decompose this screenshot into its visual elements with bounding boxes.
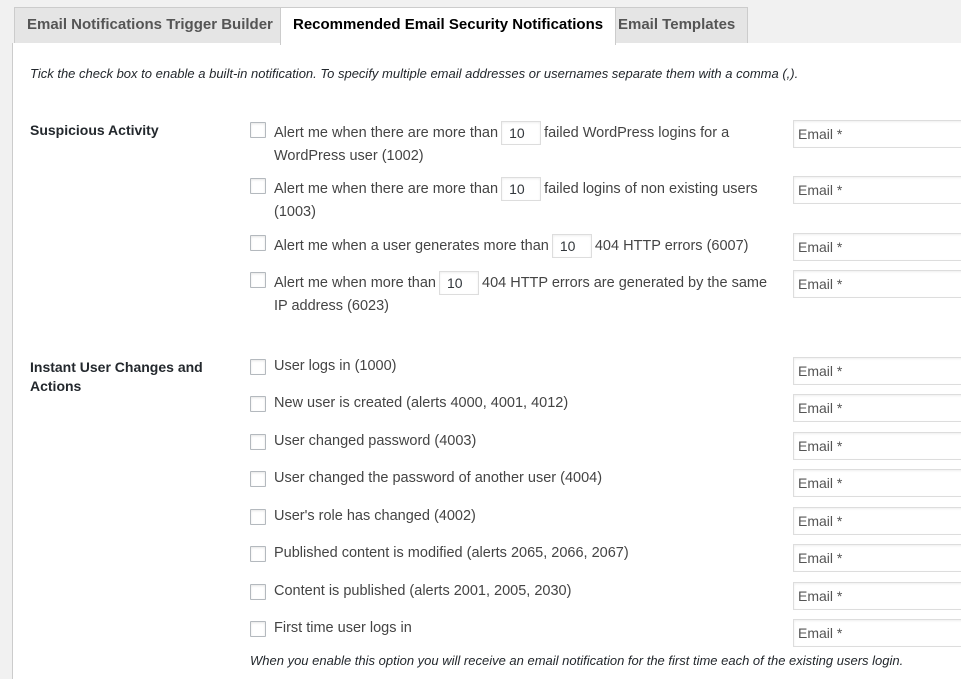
email-input-1000[interactable] xyxy=(793,357,961,385)
intro-text: Tick the check box to enable a built-in notification. To specify multiple email addresses or usernames separate them with a comma (,). xyxy=(30,66,799,81)
label-changed-another-password: User changed the password of another user (4004) xyxy=(274,470,603,486)
label-first-time-login: First time user logs in xyxy=(274,620,412,636)
email-input-6007[interactable] xyxy=(793,233,961,261)
tab-recommended-security[interactable]: Recommended Email Security Notifications xyxy=(280,7,616,45)
checkbox-4004[interactable] xyxy=(250,471,266,487)
email-input-2001[interactable] xyxy=(793,582,961,610)
email-input-4003[interactable] xyxy=(793,432,961,460)
section-title-suspicious-activity: Suspicious Activity xyxy=(30,122,159,138)
checkbox-4000[interactable] xyxy=(250,396,266,412)
threshold-input-6023[interactable] xyxy=(439,271,479,295)
checkbox-2065[interactable] xyxy=(250,546,266,562)
label-after: 404 HTTP errors are generated by the same IP address (6023) xyxy=(274,274,768,314)
email-input-6023[interactable] xyxy=(793,270,961,298)
email-input-4000[interactable] xyxy=(793,394,961,422)
checkbox-2001[interactable] xyxy=(250,584,266,600)
checkbox-6023[interactable] xyxy=(250,272,266,288)
label-role-changed: User's role has changed (4002) xyxy=(274,508,476,524)
email-input-2065[interactable] xyxy=(793,544,961,572)
email-input-1003[interactable] xyxy=(793,176,961,204)
label-content-modified: Published content is modified (alerts 2065, 2066, 2067) xyxy=(274,545,629,561)
label-user-logs-in: User logs in (1000) xyxy=(274,358,397,374)
label-user-changed-password: User changed password (4003) xyxy=(274,433,477,449)
email-input-4002[interactable] xyxy=(793,507,961,535)
tab-trigger-builder[interactable]: Email Notifications Trigger Builder xyxy=(14,7,286,43)
checkbox-4002[interactable] xyxy=(250,509,266,525)
section-title-instant-user-changes: Instant User Changes and Actions xyxy=(30,359,203,394)
label-after: 404 HTTP errors (6007) xyxy=(594,237,749,254)
first-login-note: When you enable this option you will receive an email notification for the first time each of the existing users login. xyxy=(250,653,904,668)
email-input-1002[interactable] xyxy=(793,120,961,148)
checkbox-6007[interactable] xyxy=(250,235,266,251)
label-before: Alert me when there are more than xyxy=(274,180,499,197)
checkbox-1000[interactable] xyxy=(250,359,266,375)
checkbox-4003[interactable] xyxy=(250,434,266,450)
email-input-4004[interactable] xyxy=(793,469,961,497)
label-before: Alert me when a user generates more than xyxy=(274,237,549,254)
email-input-first-login[interactable] xyxy=(793,619,961,647)
threshold-input-6007[interactable] xyxy=(552,234,592,258)
checkbox-first-login[interactable] xyxy=(250,621,266,637)
checkbox-1003[interactable] xyxy=(250,178,266,194)
threshold-input-1002[interactable] xyxy=(501,121,541,145)
tab-email-templates[interactable]: Email Templates xyxy=(605,7,748,43)
checkbox-1002[interactable] xyxy=(250,122,266,138)
threshold-input-1003[interactable] xyxy=(501,177,541,201)
label-content-published: Content is published (alerts 2001, 2005, 2030) xyxy=(274,583,572,599)
label-after: failed WordPress logins for a WordPress user (1002) xyxy=(274,124,730,164)
label-before: Alert me when more than xyxy=(274,274,436,291)
label-new-user-created: New user is created (alerts 4000, 4001, 4012) xyxy=(274,395,569,411)
label-after: failed logins of non existing users (1003) xyxy=(274,180,758,220)
label-before: Alert me when there are more than xyxy=(274,124,499,141)
